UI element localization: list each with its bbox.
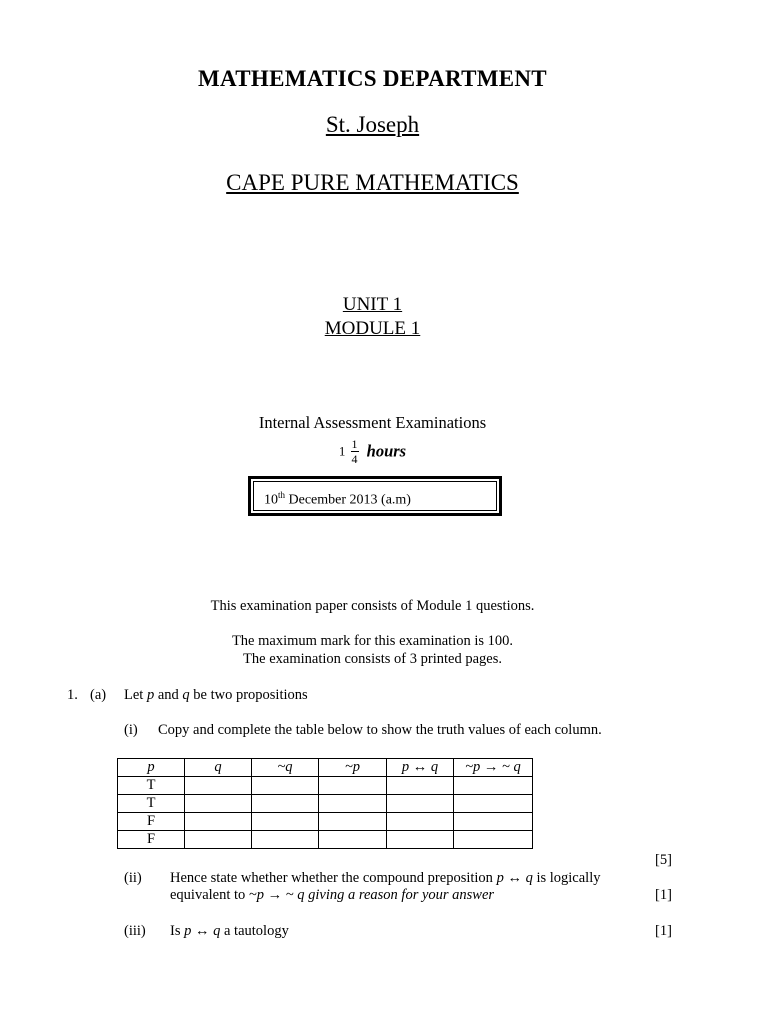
ii-text: Hence state whether whether the compound preposition: [170, 870, 497, 886]
header-p: p: [118, 759, 185, 777]
duration-whole: 1: [338, 443, 346, 459]
table-cell: [454, 831, 533, 849]
duration-unit: hours: [366, 441, 407, 461]
date-rest: December 2013 (a.m): [285, 492, 411, 508]
table-row: [118, 795, 533, 813]
exam-date-box: [248, 476, 502, 516]
subpart-i-label: (i): [124, 722, 138, 738]
intro-var-p: p: [146, 687, 155, 703]
table-cell: [387, 795, 454, 813]
intro-text: and: [154, 687, 183, 703]
subpart-ii-label: (ii): [124, 870, 142, 886]
table-cell: [319, 831, 387, 849]
truth-table: [117, 758, 533, 849]
question-intro: [124, 687, 308, 704]
table-cell: F: [118, 813, 185, 831]
header-q: q: [185, 759, 252, 777]
table-cell: T: [118, 777, 185, 795]
mark-part-i: [5]: [655, 852, 672, 868]
table-row: [118, 777, 533, 795]
table-cell: [387, 813, 454, 831]
table-cell: [454, 813, 533, 831]
table-cell: [387, 831, 454, 849]
table-cell: [454, 795, 533, 813]
school-name: St. Joseph: [325, 112, 420, 137]
table-cell: [454, 777, 533, 795]
info-line-3: The examination consists of 3 printed pages.: [243, 651, 502, 667]
info-line-2: The maximum mark for this examination is 100.: [231, 633, 514, 649]
unit-label: UNIT 1: [342, 294, 403, 315]
table-cell: [252, 813, 319, 831]
exam-date: [253, 481, 497, 511]
iii-expression: p ↔ q: [184, 923, 221, 939]
header-not-p: ~p: [319, 759, 387, 777]
mark-part-ii: [1]: [655, 887, 672, 903]
table-cell: F: [118, 831, 185, 849]
question-part-a: (a): [90, 687, 107, 703]
assessment-title: Internal Assessment Examinations: [258, 413, 487, 432]
duration-numerator: 1: [351, 437, 358, 451]
table-cell: [319, 777, 387, 795]
table-cell: T: [118, 795, 185, 813]
iii-text: Is: [170, 923, 185, 939]
table-cell: [185, 813, 252, 831]
table-cell: [252, 831, 319, 849]
department-title: MATHEMATICS DEPARTMENT: [198, 66, 547, 91]
table-cell: [185, 831, 252, 849]
table-cell: [252, 777, 319, 795]
intro-text: be two propositions: [189, 687, 308, 703]
truth-table-header: [118, 759, 533, 777]
module-label: MODULE 1: [324, 318, 421, 339]
date-suffix: th: [278, 490, 286, 500]
date-day: 10: [264, 492, 278, 508]
duration-fraction: [351, 437, 359, 466]
header-not-q: ~q: [252, 759, 319, 777]
iii-text: a tautology: [220, 923, 289, 939]
table-cell: [319, 813, 387, 831]
header-biconditional: p ↔ q: [387, 759, 454, 777]
intro-var-q: q: [182, 687, 190, 703]
table-row: [118, 831, 533, 849]
subpart-iii-label: (iii): [124, 923, 146, 939]
exam-duration: [0, 437, 745, 466]
header-implication: ~p → ~ q: [454, 759, 533, 777]
subpart-ii-line-2: [170, 887, 494, 904]
ii-expression: p ↔ q: [496, 870, 533, 886]
table-row: [118, 813, 533, 831]
intro-text: Let: [124, 687, 147, 703]
ii-text: is logically: [532, 870, 601, 886]
ii-expression: ~p → ~ q giving a reason for your answer: [248, 887, 495, 903]
table-cell: [387, 777, 454, 795]
table-cell: [319, 795, 387, 813]
ii-text: equivalent to: [170, 887, 249, 903]
subpart-iii-text: [170, 923, 289, 940]
table-cell: [185, 795, 252, 813]
duration-denominator: 4: [351, 452, 358, 466]
mark-part-iii: [1]: [655, 923, 672, 939]
table-cell: [252, 795, 319, 813]
info-line-1: This examination paper consists of Module 1 questions.: [210, 598, 535, 614]
course-title: CAPE PURE MATHEMATICS: [226, 170, 519, 195]
subpart-i-text: Copy and complete the table below to show the truth values of each column.: [158, 722, 602, 738]
question-number: 1.: [67, 687, 78, 703]
subpart-ii-line-1: [170, 870, 600, 887]
table-cell: [185, 777, 252, 795]
